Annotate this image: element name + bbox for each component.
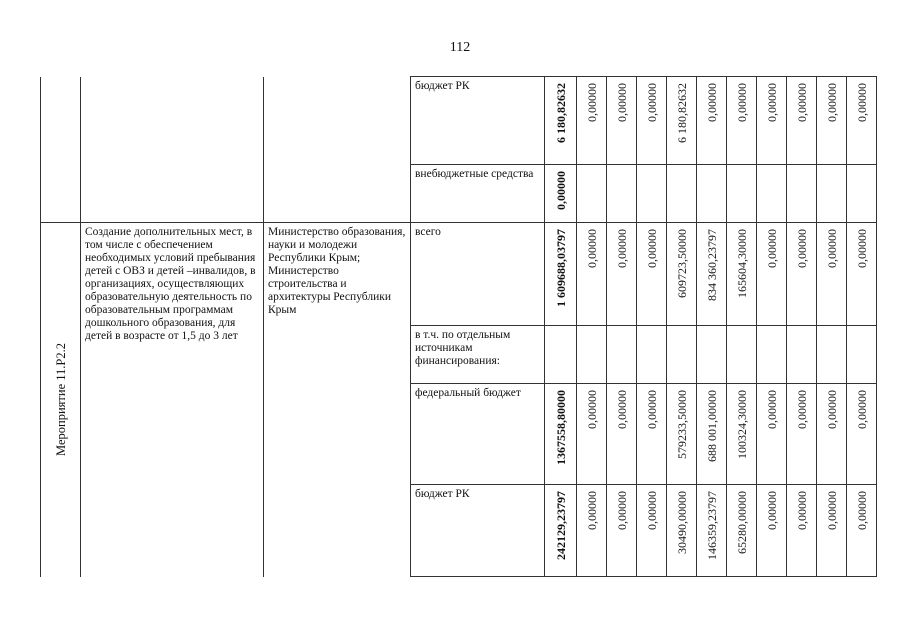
funding-source-cell: в т.ч. по отдельным источникам финансирования: — [411, 326, 545, 384]
value-cell: 0,00000 — [847, 485, 877, 577]
value-cell — [757, 326, 787, 384]
total-value: 6 180,82632 — [553, 83, 568, 143]
total-value: 1 609688,03797 — [553, 229, 568, 307]
funding-source-cell: внебюджетные средства — [411, 165, 545, 223]
measure-label-cell — [41, 223, 81, 577]
value-cell: 579233,50000 — [667, 384, 697, 485]
value-cell — [727, 326, 757, 384]
value-cell: 0,00000 — [757, 485, 787, 577]
value-cell: 0,00000 — [577, 384, 607, 485]
value-cell: 65280,00000 — [727, 485, 757, 577]
value-cell — [637, 326, 667, 384]
value-cell — [697, 326, 727, 384]
value-cell: 6 180,82632 — [667, 77, 697, 165]
total-cell — [545, 485, 577, 577]
total-value: 1367558,80000 — [553, 390, 568, 465]
table-row — [41, 77, 877, 165]
funding-source-cell: федеральный бюджет — [411, 384, 545, 485]
measure-description: Создание дополнительных мест, в том числе с обеспечением необходимых условий пребывания детей с ОВЗ и детей –инвалидов, в организациях, осуществляющих образовательную деятельность по образовательным программам дошкольного образования, для детей в возрасте от 1,5 до 3 лет — [81, 223, 264, 577]
value-cell: 0,00000 — [757, 384, 787, 485]
value-cell: 30490,00000 — [667, 485, 697, 577]
value-cell: 0,00000 — [757, 77, 787, 165]
measure-label: Мероприятие 11.P2.2 — [53, 343, 68, 457]
description-cell-continued — [81, 77, 264, 165]
table-row — [41, 223, 877, 326]
value-cell — [577, 165, 607, 223]
value-cell — [727, 165, 757, 223]
value-cell: 0,00000 — [727, 77, 757, 165]
value-cell: 688 001,00000 — [697, 384, 727, 485]
value-cell — [847, 165, 877, 223]
value-cell: 146359,23797 — [697, 485, 727, 577]
value-cell: 165604,30000 — [727, 223, 757, 326]
value-cell: 0,00000 — [637, 384, 667, 485]
value-cell: 0,00000 — [847, 384, 877, 485]
value-cell: 0,00000 — [577, 485, 607, 577]
measure-executor: Министерство образования, науки и молодежи Республики Крым; Министерство строительства и архитектуры Республики Крым — [264, 223, 411, 577]
value-cell: 0,00000 — [847, 223, 877, 326]
total-cell — [545, 223, 577, 326]
value-cell: 0,00000 — [637, 485, 667, 577]
value-cell — [847, 326, 877, 384]
value-cell: 0,00000 — [607, 384, 637, 485]
label-cell-continued — [41, 165, 81, 223]
value-cell: 0,00000 — [787, 485, 817, 577]
value-cell: 0,00000 — [637, 223, 667, 326]
value-cell — [667, 165, 697, 223]
value-cell: 0,00000 — [817, 384, 847, 485]
value-cell: 0,00000 — [847, 77, 877, 165]
description-cell-continued — [81, 165, 264, 223]
value-cell: 0,00000 — [607, 77, 637, 165]
total-cell — [545, 384, 577, 485]
value-cell: 100324,30000 — [727, 384, 757, 485]
total-cell — [545, 165, 577, 223]
value-cell: 0,00000 — [817, 77, 847, 165]
executor-cell-continued — [264, 165, 411, 223]
value-cell: 0,00000 — [607, 485, 637, 577]
funding-source-cell: всего — [411, 223, 545, 326]
total-cell — [545, 77, 577, 165]
value-cell: 0,00000 — [577, 223, 607, 326]
table-row — [41, 165, 877, 223]
funding-source-cell: бюджет РК — [411, 485, 545, 577]
total-value: 0,00000 — [553, 171, 568, 210]
value-cell: 0,00000 — [817, 223, 847, 326]
value-cell — [637, 165, 667, 223]
page-number: 112 — [449, 40, 471, 55]
value-cell: 0,00000 — [817, 485, 847, 577]
value-cell — [607, 165, 637, 223]
value-cell: 834 360,23797 — [697, 223, 727, 326]
funding-source-cell: бюджет РК — [411, 77, 545, 165]
value-cell: 0,00000 — [787, 223, 817, 326]
total-cell — [545, 326, 577, 384]
value-cell — [817, 165, 847, 223]
budget-table — [40, 76, 877, 577]
value-cell — [667, 326, 697, 384]
value-cell — [787, 326, 817, 384]
value-cell: 0,00000 — [607, 223, 637, 326]
value-cell — [577, 326, 607, 384]
value-cell: 0,00000 — [577, 77, 607, 165]
value-cell: 0,00000 — [697, 77, 727, 165]
value-cell — [607, 326, 637, 384]
value-cell — [757, 165, 787, 223]
value-cell: 0,00000 — [757, 223, 787, 326]
value-cell: 0,00000 — [637, 77, 667, 165]
executor-cell-continued — [264, 77, 411, 165]
value-cell: 0,00000 — [787, 77, 817, 165]
value-cell: 0,00000 — [787, 384, 817, 485]
value-cell — [697, 165, 727, 223]
value-cell — [787, 165, 817, 223]
total-value: 242129,23797 — [553, 491, 568, 560]
label-cell-continued — [41, 77, 81, 165]
value-cell — [817, 326, 847, 384]
value-cell: 609723,50000 — [667, 223, 697, 326]
